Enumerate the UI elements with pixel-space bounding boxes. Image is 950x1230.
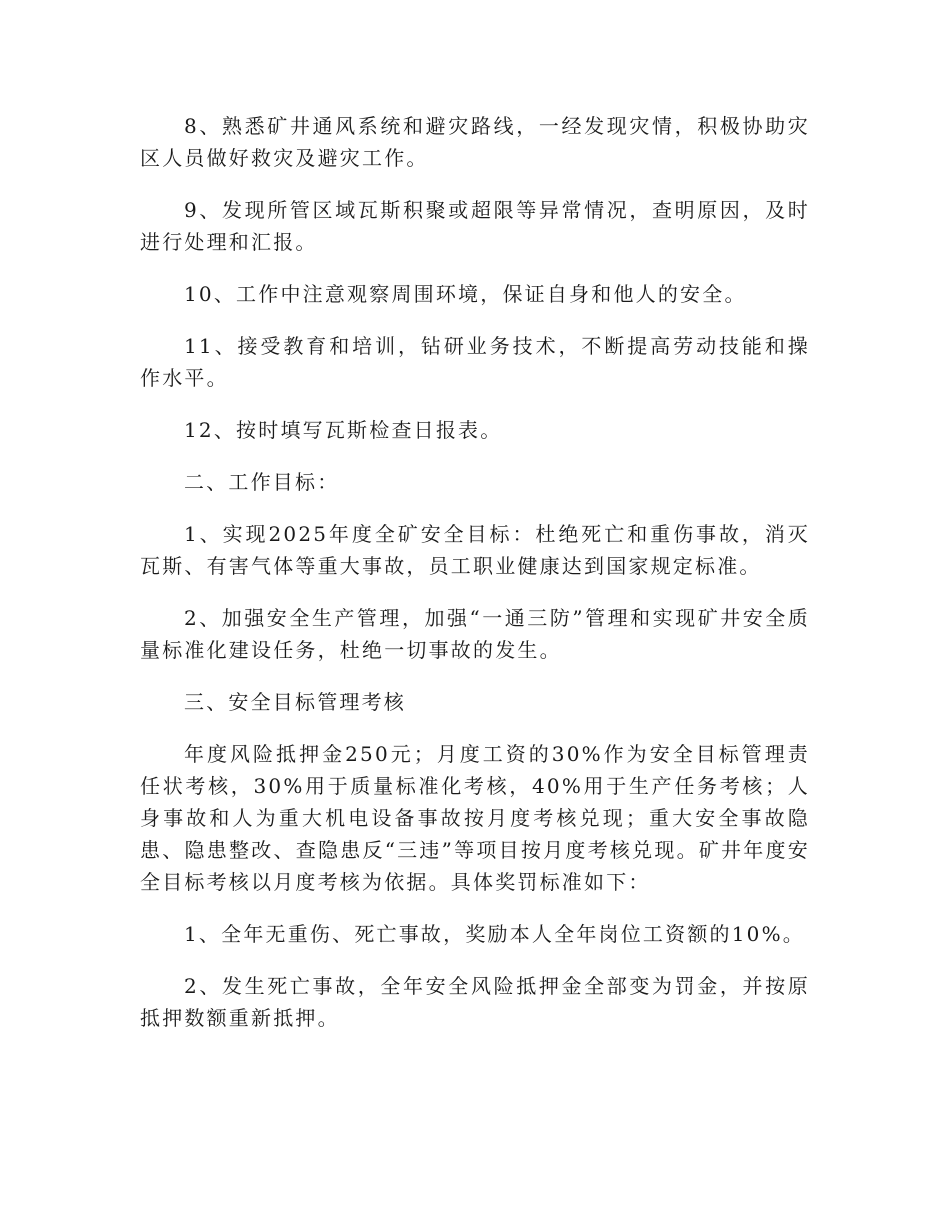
section-heading-work-goals: 二、工作目标： [184, 470, 340, 494]
paragraph-penalty-2: 2、发生死亡事故，全年安全风险抵押金全部变为罚金，并按原抵押数额重新抵押。 [140, 974, 810, 1030]
paragraph-assessment-overview: 年度风险抵押金250元；月度工资的30%作为安全目标管理责任状考核，30%用于质量标准化考核，40%用于生产任务考核；人身事故和人为重大机电设备事故按月度考核兑现；重大安全事故隐患、隐患整改、查隐患反“三违”等项目按月度考核兑现。矿井年度安全目标考核以月度考核为依据。具体奖罚标准如下： [140, 742, 810, 894]
document-body [140, 110, 810, 1054]
paragraph-goal-2: 2、加强安全生产管理，加强“一通三防”管理和实现矿井安全质量标准化建设任务，杜绝一切事故的发生。 [140, 606, 810, 662]
paragraph-duty-10: 10、工作中注意观察周围环境，保证自身和他人的安全。 [184, 282, 747, 306]
paragraph-duty-8: 8、熟悉矿井通风系统和避灾路线，一经发现灾情，积极协助灾区人员做好救灾及避灾工作。 [140, 114, 810, 170]
section-heading-assessment: 三、安全目标管理考核 [184, 690, 406, 714]
paragraph-duty-12: 12、按时填写瓦斯检查日报表。 [184, 418, 503, 442]
paragraph-duty-11: 11、接受教育和培训，钻研业务技术，不断提高劳动技能和操作水平。 [140, 334, 810, 390]
paragraph-duty-9: 9、发现所管区域瓦斯积聚或超限等异常情况，查明原因，及时进行处理和汇报。 [140, 198, 810, 254]
paragraph-goal-1: 1、实现2025年度全矿安全目标：杜绝死亡和重伤事故，消灭瓦斯、有害气体等重大事故，员工职业健康达到国家规定标准。 [140, 522, 810, 578]
paragraph-reward-1: 1、全年无重伤、死亡事故，奖励本人全年岗位工资额的10%。 [184, 922, 805, 946]
